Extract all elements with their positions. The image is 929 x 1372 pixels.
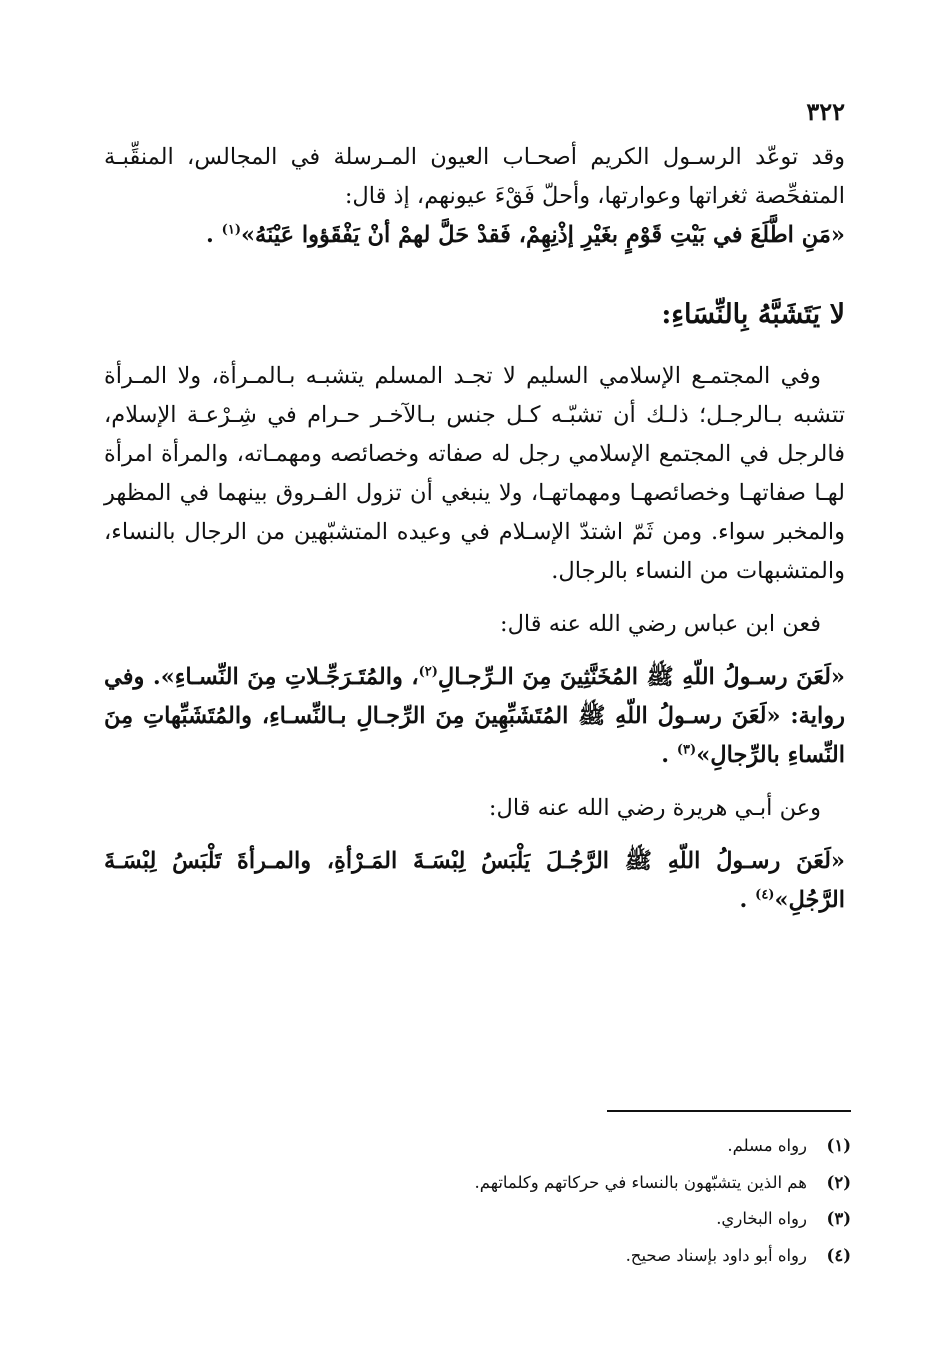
hadith-2-end: .: [661, 742, 670, 768]
hadith-3-end: .: [739, 887, 748, 913]
footnote-ref-4: (٤): [755, 887, 775, 903]
footnote-ref-1: (١): [221, 222, 241, 238]
paragraph-ibn-abbas: فعن ابن عباس رضي الله عنه قال:: [500, 611, 821, 637]
footnote-number: (٣): [826, 1209, 851, 1228]
hadith-2-text-a: «لَعَنَ رسـولُ اللّهِ ﷺ المُخَنَّثِينَ مِنَ الـرِّجـالِ: [437, 664, 845, 690]
footnote: [91, 1128, 851, 1165]
hadith-quote-3: [104, 842, 845, 920]
page-number: ٣٢٢: [806, 97, 845, 126]
footnote-text: رواه البخاري.: [716, 1209, 807, 1228]
hadith-1-end: .: [205, 222, 214, 248]
hadith-1-text: «مَنِ اطَّلَعَ في بَيْتِ قَوْمٍ بغَيْرِ إذْنِهِمْ، فَقدْ حَلَّ لهمْ أنْ يَفْقَؤوا عَيْنَهُ»: [240, 222, 845, 248]
footnote-number: (٢): [826, 1172, 851, 1192]
hadith-3-text: «لَعَنَ رسـولُ اللّهِ ﷺ الرَّجُـلَ يَلْبَسُ لِبْسَـةَ المَـرْأةِ، والمـرأةَ تَلْبَسُ لِبْسَـةَ الرَّجُلِ»: [104, 848, 845, 913]
footnotes: [91, 1128, 851, 1274]
paragraph-abu-hurayra: وعن أبـي هريرة رضي الله عنه قال:: [488, 795, 821, 821]
section-heading: لا يَتَشَبَّهُ بِالنِّسَاءِ:: [661, 299, 845, 330]
hadith-quote-2: [104, 658, 845, 775]
footnote-number: (٤): [826, 1245, 851, 1265]
footnote-ref-3: (٣): [676, 742, 697, 758]
footnote: [91, 1165, 851, 1202]
paragraph-body: وفي المجتمـع الإسلامي السليم لا تجـد المسلم يتشبـه بـالمـرأة، ولا المـرأة تتشبه بـالرجـل؛ ذلـك أن تشبّـه كـل جنس بـالآخـر حـرام في شِـرْعـة الإسلام، فالرجل في المجتمع الإسلامي رجل له صفاته وخصائصه ومهمـاته، والمرأة امرأة لهـا صفاتهـا وخصائصهـا ومهماتهـا، ولا ينبغي أن تزول الفـروق بينهما في المظهر والمخبر سواء. ومن ثَمّ اشتدّ الإسـلام في وعيده المتشبّهين من الرجال بالنساء، والمتشبهات من النساء بالرجال.: [104, 363, 845, 584]
hadith-2-text-b: ، والمُتَـرَجِّـلاتِ مِنَ النِّسـاءِ». وفي رواية: «لَعَنَ رسـولُ اللّهِ ﷺ المُتَشَبِّهِينَ مِنَ الرِّجـالِ بـالنِّسـاءِ، والمُتَشَبِّهاتِ مِنَ النِّساءِ بالرِّجالِ»: [104, 664, 845, 768]
footnote: [91, 1238, 851, 1275]
footnote-divider: [607, 1110, 851, 1112]
footnote: [91, 1201, 851, 1238]
hadith-quote-1: [104, 216, 845, 255]
footnote-text: هم الذين يتشبّهون بالنساء في حركاتهم وكلماتهم.: [474, 1172, 807, 1192]
footnote-text: رواه مسلم.: [727, 1136, 807, 1155]
footnote-ref-2: (٢): [418, 664, 438, 680]
paragraph-intro: وقد توعّد الرسـول الكريم أصحـاب العيون المـرسلة في المجالس، المنقِّبـة المتفحِّصة ثغراتها وعوارتها، وأحلّ فَقْءَ عيونهم، إذ قال:: [104, 144, 845, 209]
footnote-text: رواه أبو داود بإسناد صحيح.: [625, 1245, 807, 1265]
footnote-number: (١): [826, 1136, 851, 1155]
